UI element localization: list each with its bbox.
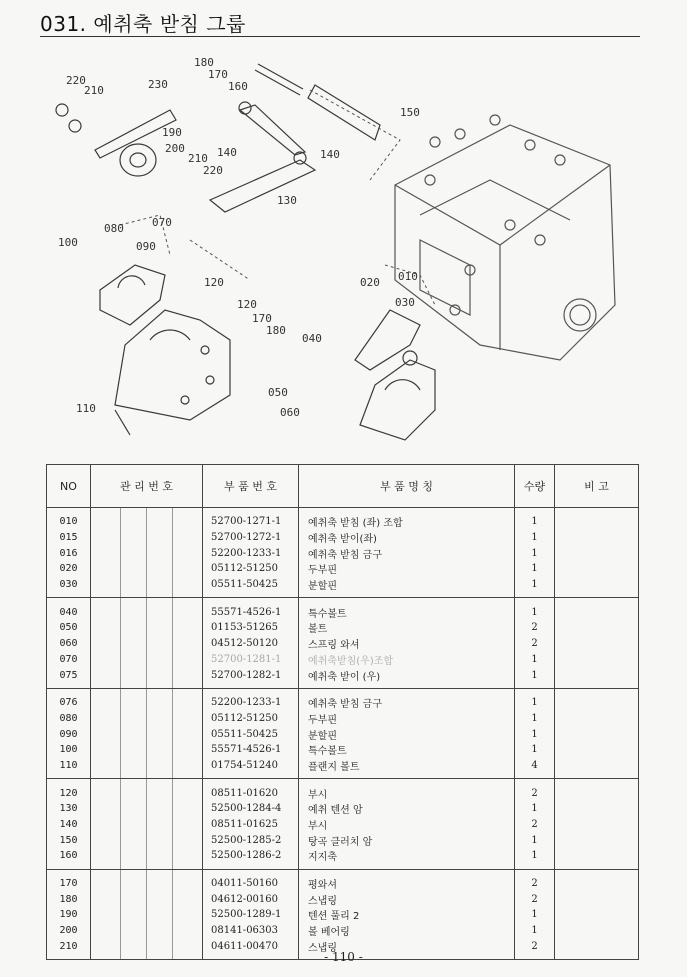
cell-part-no: 52700-1281-1 — [203, 652, 299, 668]
cell-mgmt-3 — [147, 530, 173, 546]
cell-mgmt-3 — [147, 726, 173, 742]
cell-part-no: 55571-4526-1 — [203, 742, 299, 758]
cell-part-no: 52500-1289-1 — [203, 907, 299, 923]
cell-no: 170 — [47, 869, 91, 891]
table-row — [47, 636, 639, 652]
cell-no: 040 — [47, 598, 91, 620]
cell-remarks — [555, 869, 639, 891]
table-row — [47, 742, 639, 758]
cell-part-no: 05112-51250 — [203, 561, 299, 577]
cell-mgmt-1 — [91, 508, 121, 530]
table-row — [47, 598, 639, 620]
cell-mgmt-4 — [173, 779, 203, 801]
cell-mgmt-2 — [121, 620, 147, 636]
cell-mgmt-3 — [147, 817, 173, 833]
cell-qty: 1 — [515, 726, 555, 742]
cell-mgmt-3 — [147, 907, 173, 923]
cell-part-name: 지지축 — [299, 848, 515, 869]
cell-part-no: 52700-1271-1 — [203, 508, 299, 530]
cell-mgmt-3 — [147, 923, 173, 939]
cell-mgmt-1 — [91, 667, 121, 688]
header-part-name: 부 품 명 칭 — [299, 465, 515, 508]
callout-020: 020 — [360, 276, 380, 289]
cell-mgmt-1 — [91, 711, 121, 727]
cell-mgmt-3 — [147, 848, 173, 869]
cell-part-no: 52700-1282-1 — [203, 667, 299, 688]
cell-mgmt-1 — [91, 726, 121, 742]
cell-mgmt-1 — [91, 620, 121, 636]
cell-no: 100 — [47, 742, 91, 758]
cell-qty: 1 — [515, 508, 555, 530]
cell-part-name: 분할핀 — [299, 726, 515, 742]
cell-remarks — [555, 779, 639, 801]
cell-mgmt-2 — [121, 801, 147, 817]
cell-no: 060 — [47, 636, 91, 652]
cell-remarks — [555, 545, 639, 561]
cell-mgmt-1 — [91, 577, 121, 598]
cell-qty: 1 — [515, 667, 555, 688]
cell-mgmt-2 — [121, 561, 147, 577]
cell-mgmt-1 — [91, 779, 121, 801]
cell-part-name: 텐션 풀리 2 — [299, 907, 515, 923]
cell-part-no: 08511-01625 — [203, 817, 299, 833]
cell-no: 080 — [47, 711, 91, 727]
cell-mgmt-2 — [121, 508, 147, 530]
cell-mgmt-1 — [91, 848, 121, 869]
cell-qty: 4 — [515, 758, 555, 779]
cell-part-name: 예취축 받침 금구 — [299, 545, 515, 561]
cell-remarks — [555, 801, 639, 817]
cell-mgmt-2 — [121, 598, 147, 620]
cell-qty: 1 — [515, 711, 555, 727]
callout-180: 180 — [194, 56, 214, 69]
shaft-support-right — [355, 310, 435, 440]
cell-remarks — [555, 577, 639, 598]
cell-mgmt-4 — [173, 711, 203, 727]
cell-part-name: 스프링 와셔 — [299, 636, 515, 652]
callout-160: 160 — [228, 80, 248, 93]
cell-qty: 1 — [515, 907, 555, 923]
cell-mgmt-2 — [121, 758, 147, 779]
table-row — [47, 530, 639, 546]
cell-part-no: 04611-00470 — [203, 939, 299, 960]
cell-no: 050 — [47, 620, 91, 636]
table-row — [47, 711, 639, 727]
cell-mgmt-1 — [91, 688, 121, 710]
cell-part-name: 플랜지 볼트 — [299, 758, 515, 779]
cell-mgmt-3 — [147, 667, 173, 688]
cell-part-name: 예취축 받침 (좌) 조합 — [299, 508, 515, 530]
cell-mgmt-2 — [121, 891, 147, 907]
cell-mgmt-2 — [121, 726, 147, 742]
cell-mgmt-4 — [173, 508, 203, 530]
cell-part-no: 08511-01620 — [203, 779, 299, 801]
cell-mgmt-2 — [121, 742, 147, 758]
callout-040: 040 — [302, 332, 322, 345]
cell-qty: 1 — [515, 688, 555, 710]
cell-qty: 1 — [515, 561, 555, 577]
callout-130: 130 — [277, 194, 297, 207]
callout-200: 200 — [165, 142, 185, 155]
cell-part-no: 05112-51250 — [203, 711, 299, 727]
cell-qty: 1 — [515, 577, 555, 598]
callout-210b: 210 — [188, 152, 208, 165]
callout-140: 140 — [217, 146, 237, 159]
cell-mgmt-2 — [121, 545, 147, 561]
cell-mgmt-2 — [121, 577, 147, 598]
cell-mgmt-1 — [91, 801, 121, 817]
cell-qty: 2 — [515, 891, 555, 907]
cell-mgmt-3 — [147, 891, 173, 907]
cell-remarks — [555, 848, 639, 869]
table-row — [47, 923, 639, 939]
callout-170b: 170 — [252, 312, 272, 325]
callout-220b: 220 — [203, 164, 223, 177]
cell-mgmt-4 — [173, 667, 203, 688]
cell-mgmt-4 — [173, 817, 203, 833]
header-qty: 수량 — [515, 465, 555, 508]
title-divider — [40, 36, 640, 37]
cell-no: 016 — [47, 545, 91, 561]
cell-mgmt-4 — [173, 923, 203, 939]
cell-mgmt-3 — [147, 620, 173, 636]
cell-mgmt-4 — [173, 726, 203, 742]
cell-qty: 1 — [515, 530, 555, 546]
cell-no: 210 — [47, 939, 91, 960]
cell-remarks — [555, 620, 639, 636]
header-management-no: 관 리 번 호 — [91, 465, 203, 508]
cell-part-no: 52200-1233-1 — [203, 688, 299, 710]
cell-mgmt-2 — [121, 817, 147, 833]
cell-remarks — [555, 561, 639, 577]
cell-mgmt-1 — [91, 545, 121, 561]
table-row — [47, 869, 639, 891]
table-row — [47, 832, 639, 848]
cell-qty: 2 — [515, 620, 555, 636]
callout-100: 100 — [58, 236, 78, 249]
cell-mgmt-2 — [121, 848, 147, 869]
cell-qty: 1 — [515, 742, 555, 758]
cell-qty: 1 — [515, 832, 555, 848]
cell-remarks — [555, 742, 639, 758]
cell-mgmt-3 — [147, 688, 173, 710]
callout-150: 150 — [400, 106, 420, 119]
cell-remarks — [555, 667, 639, 688]
cell-part-no: 04512-50120 — [203, 636, 299, 652]
cell-mgmt-4 — [173, 636, 203, 652]
cell-qty: 2 — [515, 817, 555, 833]
table-row — [47, 801, 639, 817]
callout-210: 210 — [84, 84, 104, 97]
cell-remarks — [555, 530, 639, 546]
cell-qty: 1 — [515, 923, 555, 939]
cell-qty: 2 — [515, 636, 555, 652]
cell-mgmt-2 — [121, 907, 147, 923]
cell-part-no: 01153-51265 — [203, 620, 299, 636]
cell-no: 120 — [47, 779, 91, 801]
callout-170: 170 — [208, 68, 228, 81]
cell-no: 130 — [47, 801, 91, 817]
cell-part-no: 52500-1286-2 — [203, 848, 299, 869]
cell-mgmt-4 — [173, 598, 203, 620]
cell-mgmt-2 — [121, 688, 147, 710]
table-row — [47, 779, 639, 801]
callout-110: 110 — [76, 402, 96, 415]
cell-mgmt-3 — [147, 758, 173, 779]
cell-no: 160 — [47, 848, 91, 869]
table-row — [47, 907, 639, 923]
table-row — [47, 848, 639, 869]
table-row — [47, 577, 639, 598]
cell-part-name: 볼트 — [299, 620, 515, 636]
cell-remarks — [555, 726, 639, 742]
cell-mgmt-3 — [147, 636, 173, 652]
cell-mgmt-4 — [173, 652, 203, 668]
cell-mgmt-3 — [147, 508, 173, 530]
cell-qty: 2 — [515, 939, 555, 960]
cell-no: 015 — [47, 530, 91, 546]
cell-mgmt-2 — [121, 667, 147, 688]
cell-no: 030 — [47, 577, 91, 598]
cell-part-no: 52500-1285-2 — [203, 832, 299, 848]
gearbox-housing — [395, 115, 615, 360]
table-row — [47, 508, 639, 530]
exploded-parts-diagram — [40, 40, 650, 460]
table-row — [47, 758, 639, 779]
table-row — [47, 545, 639, 561]
cell-part-name: 예취축 받이 (우) — [299, 667, 515, 688]
cell-mgmt-3 — [147, 545, 173, 561]
cell-mgmt-2 — [121, 779, 147, 801]
callout-010: 010 — [398, 270, 418, 283]
page-number: - 110 - — [324, 950, 363, 964]
table-row — [47, 891, 639, 907]
cell-no: 076 — [47, 688, 91, 710]
cell-no: 020 — [47, 561, 91, 577]
table-row — [47, 561, 639, 577]
cell-part-name: 특수볼트 — [299, 742, 515, 758]
cell-mgmt-4 — [173, 758, 203, 779]
cell-mgmt-4 — [173, 891, 203, 907]
cell-mgmt-4 — [173, 620, 203, 636]
callout-080: 080 — [104, 222, 124, 235]
cell-mgmt-2 — [121, 832, 147, 848]
cell-mgmt-4 — [173, 848, 203, 869]
callout-120: 120 — [204, 276, 224, 289]
cell-no: 090 — [47, 726, 91, 742]
cell-part-no: 04612-00160 — [203, 891, 299, 907]
cell-qty: 1 — [515, 652, 555, 668]
cell-part-no: 08141-06303 — [203, 923, 299, 939]
cell-mgmt-1 — [91, 923, 121, 939]
cell-remarks — [555, 817, 639, 833]
cell-mgmt-1 — [91, 530, 121, 546]
cell-part-name: 볼 베어링 — [299, 923, 515, 939]
shaft-support-left — [100, 265, 230, 435]
cell-qty: 1 — [515, 545, 555, 561]
table-row — [47, 817, 639, 833]
table-header-row — [47, 465, 639, 508]
cell-part-no: 05511-50425 — [203, 726, 299, 742]
cell-no: 075 — [47, 667, 91, 688]
cell-mgmt-3 — [147, 652, 173, 668]
cell-mgmt-2 — [121, 530, 147, 546]
cell-mgmt-1 — [91, 561, 121, 577]
header-no: NO — [47, 465, 91, 508]
callout-140b: 140 — [320, 148, 340, 161]
cell-part-name: 특수볼트 — [299, 598, 515, 620]
parts-table — [46, 464, 639, 960]
page-title: 031. 예취축 받침 그룹 — [40, 12, 246, 36]
cell-remarks — [555, 711, 639, 727]
cell-mgmt-4 — [173, 869, 203, 891]
cell-no: 010 — [47, 508, 91, 530]
cell-mgmt-1 — [91, 652, 121, 668]
cell-mgmt-1 — [91, 742, 121, 758]
cell-no: 190 — [47, 907, 91, 923]
cell-mgmt-1 — [91, 832, 121, 848]
cell-part-no: 52500-1284-4 — [203, 801, 299, 817]
cell-part-name: 분할핀 — [299, 577, 515, 598]
cell-remarks — [555, 598, 639, 620]
cell-mgmt-1 — [91, 758, 121, 779]
cell-mgmt-1 — [91, 869, 121, 891]
cell-part-no: 52700-1272-1 — [203, 530, 299, 546]
tension-pulley — [56, 104, 176, 176]
cell-mgmt-3 — [147, 598, 173, 620]
cell-part-no: 04011-50160 — [203, 869, 299, 891]
cell-part-no: 55571-4526-1 — [203, 598, 299, 620]
cell-mgmt-4 — [173, 907, 203, 923]
cell-qty: 1 — [515, 598, 555, 620]
cell-mgmt-4 — [173, 561, 203, 577]
cell-no: 070 — [47, 652, 91, 668]
callout-230: 230 — [148, 78, 168, 91]
cell-mgmt-1 — [91, 636, 121, 652]
cell-mgmt-3 — [147, 711, 173, 727]
table-row — [47, 667, 639, 688]
cell-part-no: 01754-51240 — [203, 758, 299, 779]
cell-mgmt-4 — [173, 832, 203, 848]
cell-part-name: 예취축 받침 금구 — [299, 688, 515, 710]
cell-mgmt-4 — [173, 688, 203, 710]
cell-mgmt-3 — [147, 832, 173, 848]
callout-190: 190 — [162, 126, 182, 139]
cell-no: 150 — [47, 832, 91, 848]
cell-mgmt-2 — [121, 711, 147, 727]
callout-120b: 120 — [237, 298, 257, 311]
cell-remarks — [555, 636, 639, 652]
cell-mgmt-3 — [147, 779, 173, 801]
cell-remarks — [555, 758, 639, 779]
cell-mgmt-3 — [147, 869, 173, 891]
table-row — [47, 726, 639, 742]
cell-mgmt-2 — [121, 869, 147, 891]
cell-qty: 1 — [515, 801, 555, 817]
cell-part-name: 스냅링 — [299, 939, 515, 960]
cell-no: 180 — [47, 891, 91, 907]
cell-mgmt-2 — [121, 923, 147, 939]
cell-part-no: 52200-1233-1 — [203, 545, 299, 561]
table-row — [47, 620, 639, 636]
cell-qty: 2 — [515, 869, 555, 891]
cell-remarks — [555, 923, 639, 939]
header-remarks: 비 고 — [555, 465, 639, 508]
cell-mgmt-1 — [91, 598, 121, 620]
cell-qty: 2 — [515, 779, 555, 801]
cell-mgmt-4 — [173, 742, 203, 758]
cell-qty: 1 — [515, 848, 555, 869]
cell-mgmt-2 — [121, 636, 147, 652]
cell-no: 140 — [47, 817, 91, 833]
cell-part-name: 두부핀 — [299, 561, 515, 577]
callout-070: 070 — [152, 216, 172, 229]
callout-090: 090 — [136, 240, 156, 253]
cell-part-name: 부시 — [299, 817, 515, 833]
parts-table-body — [47, 508, 639, 960]
cell-mgmt-3 — [147, 801, 173, 817]
cell-no: 200 — [47, 923, 91, 939]
cell-part-name: 예취축받침(우)조합 — [299, 652, 515, 668]
cell-mgmt-1 — [91, 891, 121, 907]
cell-part-name: 예취축 받이(좌) — [299, 530, 515, 546]
cell-part-name: 탕곡 클러치 암 — [299, 832, 515, 848]
cell-remarks — [555, 652, 639, 668]
cell-mgmt-3 — [147, 577, 173, 598]
cell-mgmt-4 — [173, 801, 203, 817]
header-part-no: 부 품 번 호 — [203, 465, 299, 508]
cell-mgmt-1 — [91, 817, 121, 833]
callout-180b: 180 — [266, 324, 286, 337]
cell-part-name: 스냅링 — [299, 891, 515, 907]
cell-part-name: 예취 텐션 암 — [299, 801, 515, 817]
cell-no: 110 — [47, 758, 91, 779]
callout-050: 050 — [268, 386, 288, 399]
cell-remarks — [555, 508, 639, 530]
cell-part-name: 두부핀 — [299, 711, 515, 727]
cell-part-name: 부시 — [299, 779, 515, 801]
cell-mgmt-2 — [121, 652, 147, 668]
cell-mgmt-1 — [91, 907, 121, 923]
cell-remarks — [555, 907, 639, 923]
cell-remarks — [555, 832, 639, 848]
callout-060: 060 — [280, 406, 300, 419]
cell-remarks — [555, 891, 639, 907]
callout-220: 220 — [66, 74, 86, 87]
table-row — [47, 688, 639, 710]
cell-mgmt-3 — [147, 561, 173, 577]
cell-mgmt-4 — [173, 545, 203, 561]
cell-mgmt-3 — [147, 742, 173, 758]
cell-remarks — [555, 688, 639, 710]
cell-part-name: 평와셔 — [299, 869, 515, 891]
diagram-drawing — [40, 40, 650, 460]
cell-mgmt-4 — [173, 577, 203, 598]
cell-mgmt-4 — [173, 530, 203, 546]
callout-030: 030 — [395, 296, 415, 309]
cell-part-no: 05511-50425 — [203, 577, 299, 598]
table-row — [47, 652, 639, 668]
